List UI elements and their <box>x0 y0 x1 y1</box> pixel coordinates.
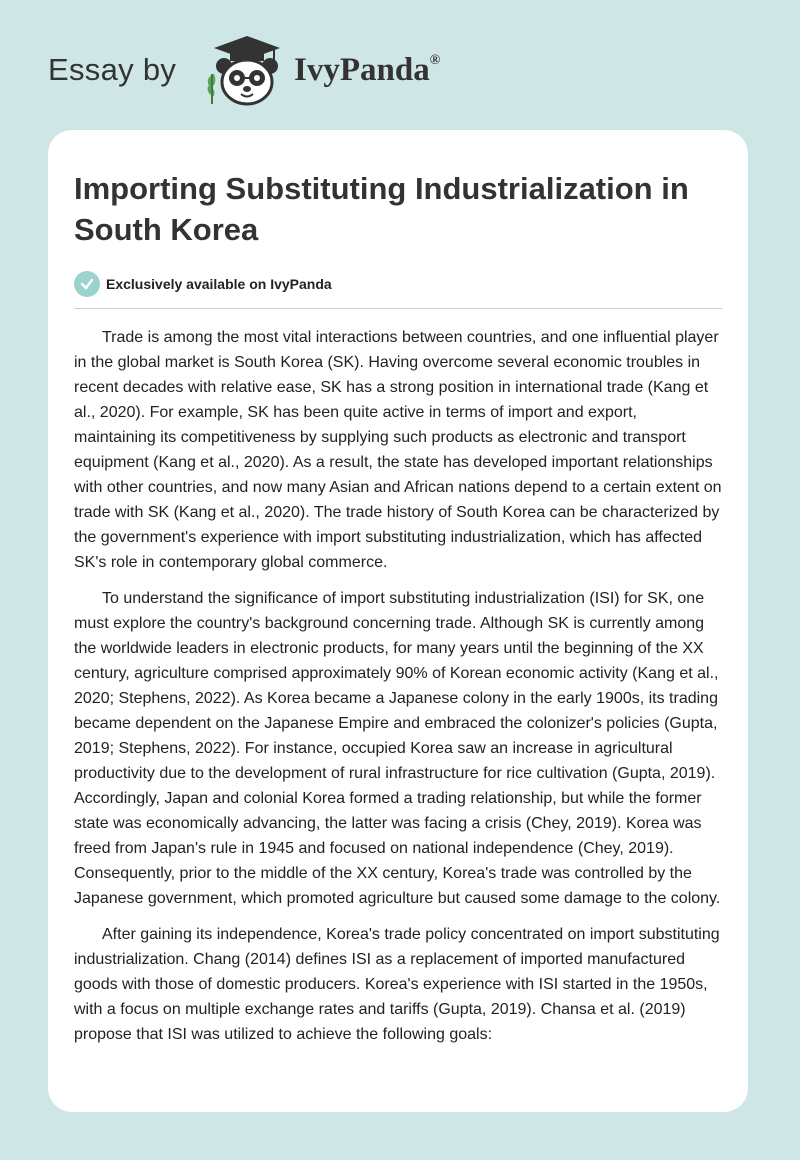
exclusive-label: Exclusively available on IvyPanda <box>106 276 332 292</box>
essay-by-label: Essay by <box>48 52 177 87</box>
essay-title: Importing Substituting Industrialization in South Korea <box>74 171 689 247</box>
exclusive-badge <box>74 270 722 298</box>
essay-body <box>74 325 722 1047</box>
check-icon <box>74 271 100 297</box>
registered-mark: ® <box>429 53 441 68</box>
brand-name[interactable]: IvyPanda® <box>294 52 441 88</box>
paragraph-1: Trade is among the most vital interactions between countries, and one influential player in the global market is South Korea (SK). Having overcome several economic troubles in recent decades with relative ease, SK has a strong position in international trade (Kang et al., 2020). For example, SK has been quite active in terms of import and export, maintaining its competitiveness by supplying such products as electronic and transport equipment (Kang et al., 2020). As a result, the state has developed important relationships with other countries, and now many Asian and African nations depend to a certain extent on trade with SK (Kang et al., 2020). The trade history of South Korea can be characterized by the government's experience with import substituting industrialization, which has affected SK's role in contemporary global commerce. <box>74 329 722 571</box>
panda-logo-icon[interactable] <box>204 34 290 110</box>
paragraph-2: To understand the significance of import substituting industrialization (ISI) for SK, one must explore the country's background concerning trade. Although SK is currently among the worldwide leaders in electronic products, for many years until the beginning of the XX century, agriculture comprised approximately 90% of Korean economic activity (Kang et al., 2020; Stephens, 2022). As Korea became a Japanese colony in the early 1900s, its trading became dependent on the Japanese Empire and embraced the colonizer's policies (Gupta, 2019; Stephens, 2022). For instance, occupied Korea saw an increase in agricultural productivity due to the development of rural infrastructure for rice cultivation (Gupta, 2019). Accordingly, Japan and colonial Korea formed a trading relationship, but while the former state was economically advancing, the latter was facing a crisis (Chey, 2019). Korea was freed from Japan's rule in 1945 and focused on national independence (Chey, 2019). Consequently, prior to the middle of the XX century, Korea's trade was controlled by the Japanese government, which promoted agriculture but caused some damage to the colony. <box>74 590 721 907</box>
divider <box>74 308 722 309</box>
essay-card <box>48 130 748 1112</box>
paragraph-3: After gaining its independence, Korea's trade policy concentrated on import substituting industrialization. Chang (2014) defines ISI as a replacement of imported manufactured goods with those of domestic producers. Korea's experience with ISI started in the 1950s, with a focus on multiple exchange rates and tariffs (Gupta, 2019). Chansa et al. (2019) propose that ISI was utilized to achieve the following goals: <box>74 926 720 1043</box>
site-header <box>48 30 508 110</box>
